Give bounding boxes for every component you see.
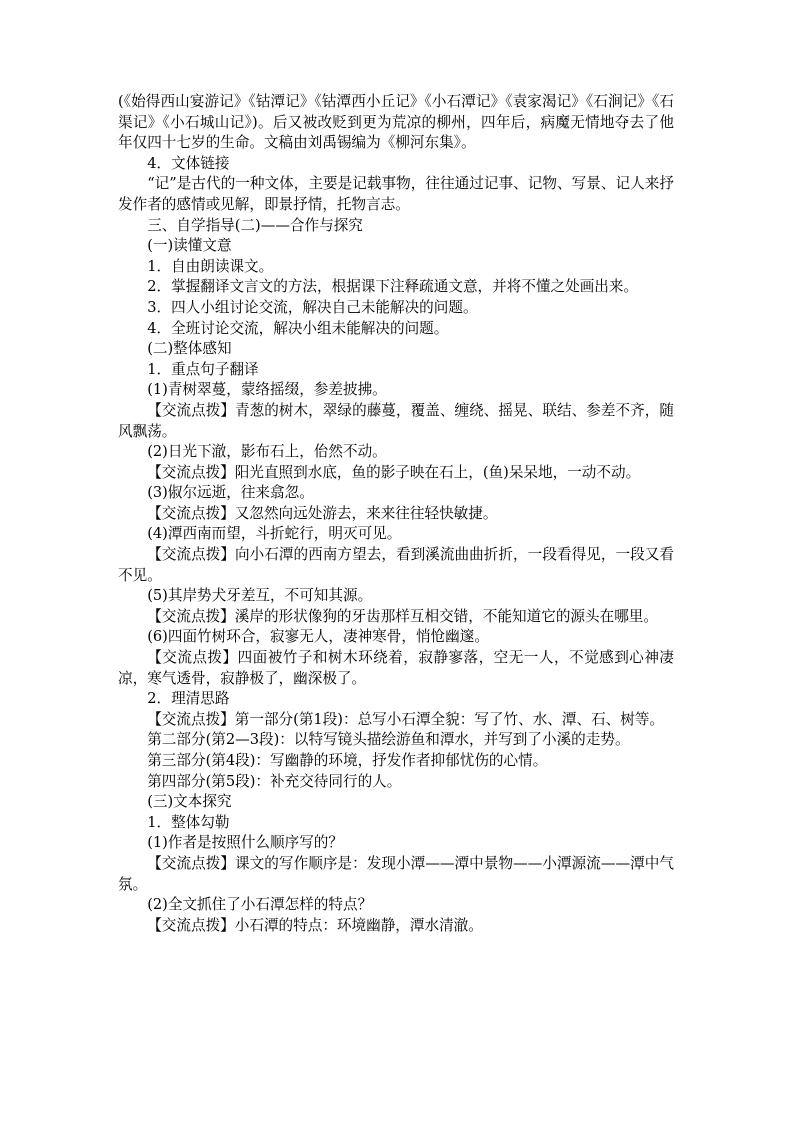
paragraph: “记”是古代的一种文体，主要是记载事物，往往通过记事、记物、写景、记人来抒发作者的感情或见解，即景抒情，托物言志。 [118, 175, 674, 213]
paragraph: 三、自学指导(二)——合作与探究 [147, 216, 363, 234]
paragraph: (5)其岸势犬牙差互，不可知其源。 [147, 587, 373, 605]
document-body [118, 92, 674, 936]
paragraph: 【交流点拨】阳光直照到水底，鱼的影子映在石上，(鱼)呆呆地，一动不动。 [147, 463, 641, 481]
paragraph: 【交流点拨】第一部分(第1段)：总写小石潭全貌：写了竹、水、潭、石、树等。 [147, 710, 665, 728]
paragraph: (二)整体感知 [147, 340, 232, 358]
paragraph: 第四部分(第5段)：补充交待同行的人。 [147, 772, 402, 790]
paragraph: 4．全班讨论交流，解决小组未能解决的问题。 [147, 319, 449, 337]
paragraph: (2)日光下澈，影布石上，佁然不动。 [147, 443, 387, 461]
paragraph: (2)全文抓住了小石潭怎样的特点？ [147, 896, 373, 914]
paragraph: 【交流点拨】溪岸的形状像狗的牙齿那样互相交错，不能知道它的源头在哪里。 [147, 607, 658, 625]
paragraph: 【交流点拨】向小石潭的西南方望去，看到溪流曲曲折折，一段看得见，一段又看不见。 [118, 546, 674, 584]
paragraph: 1．重点句子翻译 [147, 360, 259, 378]
paragraph: (三)文本探究 [147, 793, 232, 811]
paragraph: 第三部分(第4段)：写幽静的环境，抒发作者抑郁忧伤的心情。 [147, 752, 548, 769]
paragraph: 【交流点拨】又忽然向远处游去，来来往往轻快敏捷。 [147, 504, 498, 522]
paragraph: (1)青树翠蔓，蒙络摇缀，参差披拂。 [147, 381, 387, 399]
paragraph: 第二部分(第2—3段)：以特写镜头描绘游鱼和潭水，并写到了小溪的走势。 [147, 731, 630, 749]
paragraph: (4)潭西南而望，斗折蛇行，明灭可见。 [147, 525, 402, 543]
paragraph: 1．整体勾勒 [147, 813, 230, 831]
paragraph: 2．理清思路 [147, 690, 230, 708]
paragraph: (《始得西山宴游记》《钴潭记》《钴潭西小丘记》《小石潭记》《袁家渴记》《石涧记》《石渠记》《小石城山记》)。后又被改贬到更为荒凉的柳州，四年后，病魔无情地夺去了他年仅四十七岁的生命。文稿由刘禹锡编为《柳河东集》。 [118, 93, 674, 152]
paragraph: 4．文体链接 [147, 154, 230, 172]
paragraph: 2．掌握翻译文言文的方法，根据课下注释疏通文意，并将不懂之处画出来。 [147, 278, 639, 296]
paragraph: 【交流点拨】青葱的树木，翠绿的藤蔓，覆盖、缠绕、摇晃、联结、参差不齐，随风飘荡。 [118, 401, 674, 440]
paragraph: 【交流点拨】课文的写作顺序是：发现小潭——潭中景物——小潭源流——潭中气氛。 [118, 854, 674, 893]
paragraph: (3)俶尔远逝，往来翕忽。 [147, 484, 314, 502]
paragraph: 1．自由朗读课文。 [147, 257, 274, 275]
paragraph: 3．四人小组讨论交流，解决自己未能解决的问题。 [147, 298, 478, 316]
paragraph: (1)作者是按照什么顺序写的？ [147, 834, 343, 852]
paragraph: (6)四面竹树环合，寂寥无人，凄神寒骨，悄怆幽邃。 [147, 628, 489, 646]
paragraph: 【交流点拨】四面被竹子和树木环绕着，寂静寥落，空无一人，不觉感到心神凄凉，寒气透骨，寂静极了，幽深极了。 [118, 649, 674, 687]
paragraph: 【交流点拨】小石潭的特点：环境幽静，潭水清澈。 [147, 916, 483, 934]
paragraph: (一)读懂文意 [147, 237, 232, 255]
